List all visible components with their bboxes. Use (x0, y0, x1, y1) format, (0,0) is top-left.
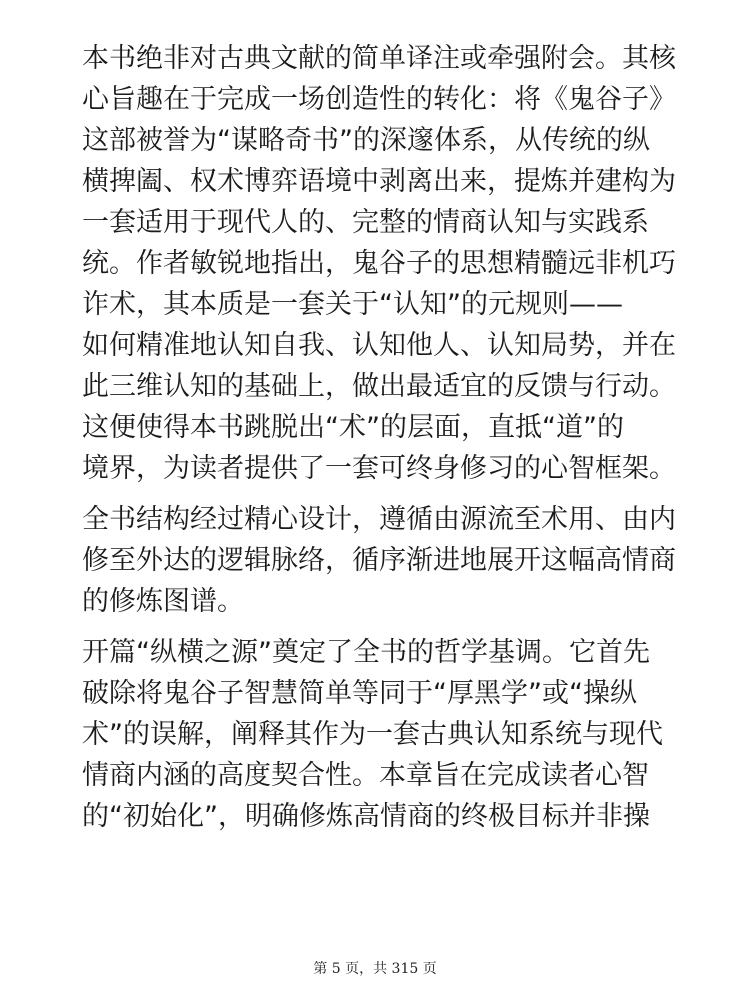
text-line: 心旨趣在于完成一场创造性的转化：将《鬼谷子》 (82, 84, 676, 115)
text-line: 境界，为读者提供了一套可终身修习的心智框架。 (82, 453, 676, 484)
body-text (82, 38, 674, 837)
text-line: 开篇“纵横之源”奠定了全书的哲学基调。它首先 (82, 637, 650, 668)
text-line: 如何精准地认知自我、认知他人、认知局势，并在 (82, 330, 676, 361)
text-line: 这便使得本书跳脱出“术”的层面，直抵“道”的 (82, 412, 624, 443)
text-line: 这部被誉为“谋略奇书”的深邃体系，从传统的纵 (82, 125, 650, 156)
text-line: 修至外达的逻辑脉络，循序渐进地展开这幅高情商 (82, 545, 676, 576)
text-line: 一套适用于现代人的、完整的情商认知与实践系 (82, 207, 649, 238)
text-line: 情商内涵的高度契合性。本章旨在完成读者心智 (82, 760, 649, 791)
text-line: 的修炼图谱。 (82, 586, 244, 617)
paragraph-gap (82, 622, 674, 632)
paragraph-3 (82, 632, 674, 837)
text-line: 统。作者敏锐地指出，鬼谷子的思想精髓远非机巧 (82, 248, 676, 279)
paragraph-2 (82, 499, 674, 622)
text-line: 的“初始化”，明确修炼高情商的终极目标并非操 (82, 801, 650, 832)
text-line: 术”的误解，阐释其作为一套古典认知系统与现代 (82, 719, 663, 750)
text-line: 全书结构经过精心设计，遵循由源流至术用、由内 (82, 504, 676, 535)
text-line: 此三维认知的基础上，做出最适宜的反馈与行动。 (82, 371, 676, 402)
text-line: 诈术，其本质是一套关于“认知”的元规则—— (82, 289, 623, 320)
page-number: 第 5 页，共 315 页 (313, 961, 437, 977)
paragraph-gap (82, 489, 674, 499)
text-line: 横捭阖、权术博弈语境中剥离出来，提炼并建构为 (82, 166, 676, 197)
text-line: 破除将鬼谷子智慧简单等同于“厚黑学”或“操纵 (82, 678, 637, 709)
text-line: 本书绝非对古典文献的简单译注或牵强附会。其核 (82, 43, 676, 74)
paragraph-1 (82, 38, 674, 489)
